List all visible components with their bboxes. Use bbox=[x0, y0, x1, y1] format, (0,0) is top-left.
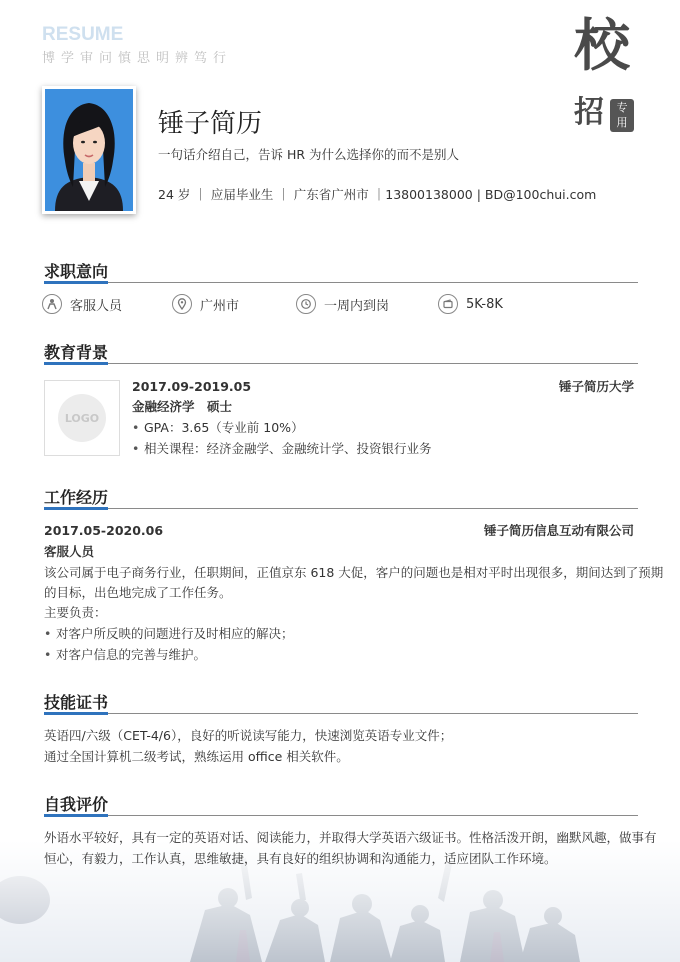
work-duties-label: 主要负责： bbox=[44, 605, 107, 620]
section-title-skills: 技能证书 bbox=[44, 693, 109, 712]
education-school: 锤子简历大学 bbox=[558, 379, 634, 394]
person-icon bbox=[42, 294, 62, 314]
education-bullet: • 相关课程：经济金融学、金融统计学、投资银行业务 bbox=[132, 438, 432, 459]
work-bullet: • 对客户信息的完善与维护。 bbox=[44, 644, 206, 665]
education-bullet: • GPA：3.65（专业前 10%） bbox=[132, 417, 304, 438]
school-logo-placeholder: LOGO bbox=[58, 394, 106, 442]
campus-badge-big: 校 bbox=[574, 13, 630, 79]
work-bullet: • 对客户所反映的问题进行及时相应的解决； bbox=[44, 623, 294, 644]
intent-availability-text: 一周内到岗 bbox=[324, 298, 390, 314]
intent-position bbox=[42, 291, 122, 317]
section-accent-bar bbox=[44, 362, 108, 365]
education-major: 金融经济学 硕士 bbox=[132, 399, 233, 414]
motto: 博学审问慎思明辨笃行 bbox=[42, 51, 233, 66]
profile-photo bbox=[42, 86, 136, 214]
section-divider bbox=[44, 508, 638, 509]
work-period: 2017.05-2020.06 bbox=[44, 523, 164, 538]
section-accent-bar bbox=[44, 507, 108, 510]
exclusive-tag bbox=[610, 99, 634, 132]
tagline: 一句话介绍自己，告诉 HR 为什么选择你的而不是别人 bbox=[158, 147, 460, 162]
resume-watermark: RESUME bbox=[42, 24, 124, 45]
work-description-line2: 的目标，出色地完成了工作任务。 bbox=[44, 585, 232, 600]
location-pin-icon bbox=[172, 294, 192, 314]
intent-city bbox=[172, 291, 239, 317]
section-divider bbox=[44, 713, 638, 714]
clock-icon bbox=[296, 294, 316, 314]
skills-line: 通过全国计算机二级考试，熟练运用 office 相关软件。 bbox=[44, 749, 349, 764]
education-period: 2017.09-2019.05 bbox=[132, 379, 252, 394]
section-title-self-evaluation: 自我评价 bbox=[44, 795, 109, 814]
intent-salary bbox=[438, 291, 503, 317]
section-divider bbox=[44, 363, 638, 364]
campus-badge-small: 招 bbox=[574, 95, 604, 130]
section-accent-bar bbox=[44, 814, 108, 817]
section-divider bbox=[44, 815, 638, 816]
work-description-line1: 该公司属于电子商务行业，任职期间，正值京东 618 大促，客户的问题也是相对平时出现很多，期间达到了预期 bbox=[44, 565, 664, 580]
school-logo bbox=[44, 380, 120, 456]
contact-info: 24 岁 ｜ 应届毕业生 ｜ 广东省广州市 ｜13800138000 | BD@100chui.com bbox=[158, 187, 597, 202]
work-company: 锤子简历信息互动有限公司 bbox=[483, 523, 634, 538]
section-accent-bar bbox=[44, 712, 108, 715]
exclusive-tag-text: 专用 bbox=[616, 101, 628, 129]
skills-line: 英语四/六级（CET-4/6），良好的听说读写能力，快速浏览英语专业文件； bbox=[44, 728, 453, 743]
work-role: 客服人员 bbox=[44, 544, 95, 559]
intent-position-text: 客服人员 bbox=[70, 298, 123, 314]
self-evaluation-line2: 恒心，有毅力，工作认真，思维敏捷，具有良好的组织协调和沟通能力，适应团队工作环境。 bbox=[44, 851, 557, 866]
section-accent-bar bbox=[44, 281, 108, 284]
section-title-intent: 求职意向 bbox=[44, 262, 109, 281]
intent-city-text: 广州市 bbox=[200, 298, 240, 314]
intent-availability bbox=[296, 291, 389, 317]
avatar-portrait-icon bbox=[45, 89, 133, 211]
wallet-icon bbox=[438, 294, 458, 314]
section-divider bbox=[44, 282, 638, 283]
section-title-work: 工作经历 bbox=[44, 488, 109, 507]
self-evaluation-line1: 外语水平较好，具有一定的英语对话、阅读能力，并取得大学英语六级证书。性格活泼开朗，幽默风趣，做事有 bbox=[44, 830, 657, 845]
candidate-name: 锤子简历 bbox=[158, 109, 263, 139]
intent-salary-text: 5K-8K bbox=[466, 296, 503, 312]
section-title-education: 教育背景 bbox=[44, 343, 109, 362]
